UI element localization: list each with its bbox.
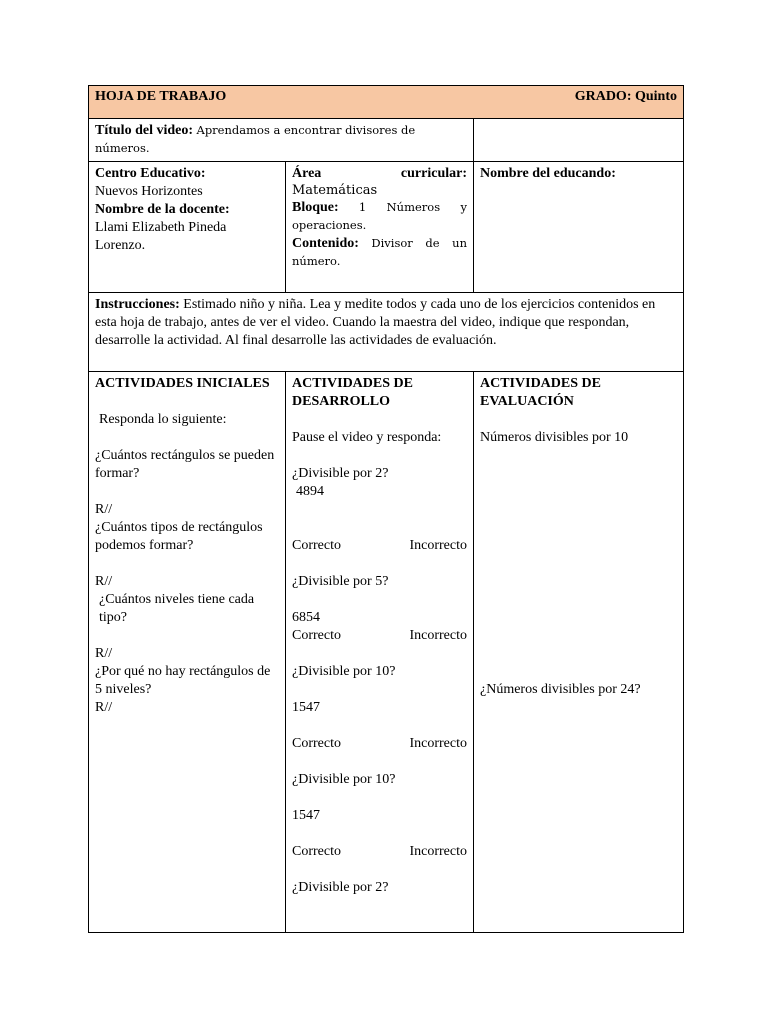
- instructions-label: Instrucciones:: [95, 297, 180, 312]
- initial-answer-4: R//: [95, 700, 113, 715]
- initial-question-4: ¿Por qué no hay rectángulos de 5 niveles?: [95, 664, 271, 697]
- video-title-cell: [89, 119, 474, 162]
- teacher-value: Llami Elizabeth Pineda Lorenzo.: [95, 220, 227, 253]
- initial-question-3: ¿Cuántos niveles tiene cada tipo?: [99, 592, 255, 625]
- development-question-5: ¿Divisible por 2?: [292, 880, 389, 895]
- initial-heading: ACTIVIDADES INICIALES: [95, 376, 270, 391]
- incorrect-option: Incorrecto: [409, 844, 467, 859]
- student-cell: [474, 162, 684, 293]
- content-line: [292, 235, 467, 271]
- area-label: Área: [292, 166, 322, 181]
- development-number-3: 1547: [292, 700, 320, 715]
- answer-options-2: [292, 627, 467, 645]
- evaluation-heading: ACTIVIDADES DE EVALUACIÓN: [480, 376, 601, 409]
- development-heading: ACTIVIDADES DE DESARROLLO: [292, 376, 413, 409]
- area-cell: [286, 162, 474, 293]
- initial-intro: Responda lo siguiente:: [99, 412, 227, 427]
- block-label: Bloque:: [292, 200, 339, 215]
- video-title-value: Aprendamos a encontrar divisores de números.: [95, 123, 416, 155]
- area-value: Matemáticas: [292, 183, 378, 198]
- grade-label: GRADO: Quinto: [574, 89, 677, 104]
- correct-option: Correcto: [292, 538, 341, 553]
- development-number-1: 4894: [296, 484, 324, 499]
- worksheet-title: HOJA DE TRABAJO: [95, 89, 227, 104]
- instructions-cell: [89, 293, 684, 372]
- initial-answer-2: R//: [95, 574, 113, 589]
- worksheet: [88, 85, 683, 933]
- initial-answer-1: R//: [95, 502, 113, 517]
- development-number-2: 6854: [292, 610, 320, 625]
- evaluation-item-1: Números divisibles por 10: [480, 430, 629, 445]
- video-empty-cell: [474, 119, 684, 162]
- answer-options-3: [292, 735, 467, 753]
- block-value: 1 Números y operaciones.: [292, 200, 467, 232]
- header-row: [89, 86, 684, 119]
- instructions-text: Estimado niño y niña. Lea y medite todos y cada uno de los ejercicios contenidos en esta hoja de trabajo, antes de ver el video. Cuando la maestra del video, indique que respondan, desarrolle la actividad. Al final desarrolle las actividades de evaluación.: [95, 297, 656, 348]
- answer-options-1: [292, 537, 467, 555]
- worksheet-table: [88, 85, 684, 933]
- header-cell: [89, 86, 684, 119]
- school-cell: [89, 162, 286, 293]
- content-label: Contenido:: [292, 236, 359, 251]
- incorrect-option: Incorrecto: [409, 538, 467, 553]
- development-intro: Pause el video y responda:: [292, 430, 442, 445]
- instructions-row: [89, 293, 684, 372]
- info-row: [89, 162, 684, 293]
- evaluation-item-2: ¿Números divisibles por 24?: [480, 682, 641, 697]
- initial-activities-cell: [89, 372, 286, 933]
- development-activities-cell: [286, 372, 474, 933]
- block-line: [292, 199, 467, 235]
- student-name-label: Nombre del educando:: [480, 166, 616, 181]
- development-question-1: ¿Divisible por 2?: [292, 466, 389, 481]
- development-number-4: 1547: [292, 808, 320, 823]
- center-value: Nuevos Horizontes: [95, 184, 203, 199]
- area-label-line: [292, 165, 467, 183]
- development-question-3: ¿Divisible por 10?: [292, 664, 396, 679]
- answer-options-4: [292, 843, 467, 861]
- incorrect-option: Incorrecto: [409, 736, 467, 751]
- content-value: Divisor de un número.: [292, 236, 467, 268]
- evaluation-activities-cell: [474, 372, 684, 933]
- initial-question-2: ¿Cuántos tipos de rectángulos podemos formar?: [95, 520, 263, 553]
- correct-option: Correcto: [292, 736, 341, 751]
- correct-option: Correcto: [292, 628, 341, 643]
- incorrect-option: Incorrecto: [409, 628, 467, 643]
- area-label-2: curricular:: [400, 166, 467, 181]
- development-question-4: ¿Divisible por 10?: [292, 772, 396, 787]
- correct-option: Correcto: [292, 844, 341, 859]
- video-title-label: Título del video:: [95, 123, 194, 138]
- initial-question-1: ¿Cuántos rectángulos se pueden formar?: [95, 448, 275, 481]
- initial-answer-3: R//: [95, 646, 113, 661]
- center-label: Centro Educativo:: [95, 166, 206, 181]
- development-question-2: ¿Divisible por 5?: [292, 574, 389, 589]
- video-row: [89, 119, 684, 162]
- activities-row: [89, 372, 684, 933]
- teacher-label: Nombre de la docente:: [95, 202, 230, 217]
